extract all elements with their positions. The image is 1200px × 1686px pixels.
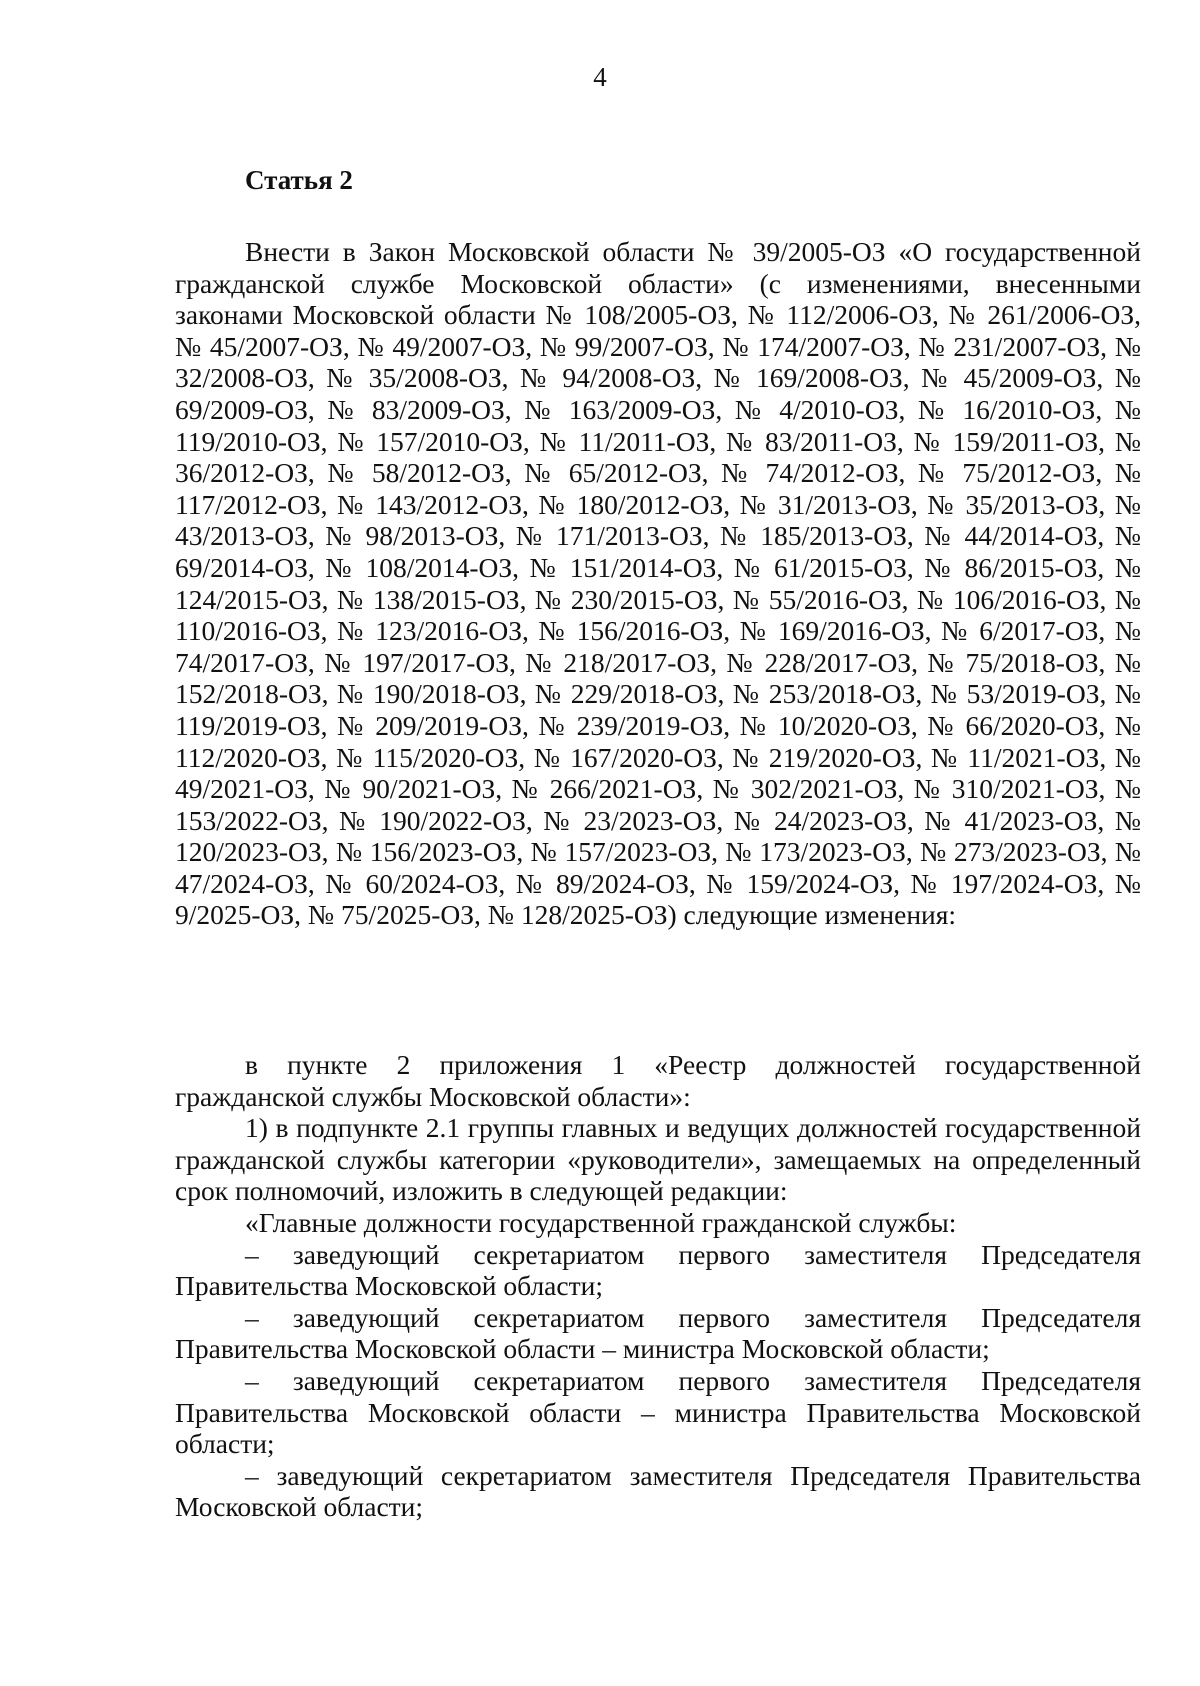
clause-intro: в пункте 2 приложения 1 «Реестр должностей государственной гражданской службы Московской области»: — [175, 1049, 1141, 1112]
list-item: – заведующий секретариатом первого заместителя Председателя Правительства Московской области; — [175, 1238, 1141, 1302]
list-item: – заведующий секретариатом первого заместителя Председателя Правительства Московской области – министра Правительства Московской области; — [175, 1364, 1141, 1460]
intro-paragraph: Внести в Закон Московской области № 39/2005-ОЗ «О государственной гражданской службе Московской области» (с изменениями, внесенными законами Московской области № 108/2005-ОЗ, № 112/2006-ОЗ, № 261/2006-ОЗ, № 45/2007-ОЗ, № 49/2007-ОЗ, № 99/2007-ОЗ, № 174/2007-ОЗ, № 231/2007-ОЗ, № 32/2008-ОЗ, № 35/2008-ОЗ, № 94/2008-ОЗ, № 169/2008-ОЗ, № 45/2009-ОЗ, № 69/2009-ОЗ, № 83/2009-ОЗ, № 163/2009-ОЗ, № 4/2010-ОЗ, № 16/2010-ОЗ, № 119/2010-ОЗ, № 157/2010-ОЗ, № 11/2011-ОЗ, № 83/2011-ОЗ, № 159/2011-ОЗ, № 36/2012-ОЗ, № 58/2012-ОЗ, № 65/2012-ОЗ, № 74/2012-ОЗ, № 75/2012-ОЗ, № 117/2012-ОЗ, № 143/2012-ОЗ, № 180/2012-ОЗ, № 31/2013-ОЗ, № 35/2013-ОЗ, № 43/2013-ОЗ, № 98/2013-ОЗ, № 171/2013-ОЗ, № 185/2013-ОЗ, № 44/2014-ОЗ, № 69/2014-ОЗ, № 108/2014-ОЗ, № 151/2014-ОЗ, № 61/2015-ОЗ, № 86/2015-ОЗ, № 124/2015-ОЗ, № 138/2015-ОЗ, № 230/2015-ОЗ, № 55/2016-ОЗ, № 106/2016-ОЗ, № 110/2016-ОЗ, № 123/2016-ОЗ, № 156/2016-ОЗ, № 169/2016-ОЗ, № 6/2017-ОЗ, № 74/2017-ОЗ, № 197/2017-ОЗ, № 218/2017-ОЗ, № 228/2017-ОЗ, № 75/2018-ОЗ, № 152/2018-ОЗ, № 190/2018-ОЗ, № 229/2018-ОЗ, № 253/2018-ОЗ, № 53/2019-ОЗ, № 119/2019-ОЗ, № 209/2019-ОЗ, № 239/2019-ОЗ, № 10/2020-ОЗ, № 66/2020-ОЗ, № 112/2020-ОЗ, № 115/2020-ОЗ, № 167/2020-ОЗ, № 219/2020-ОЗ, № 11/2021-ОЗ, № 49/2021-ОЗ, № 90/2021-ОЗ, № 266/2021-ОЗ, № 302/2021-ОЗ, № 310/2021-ОЗ, № 153/2022-ОЗ, № 190/2022-ОЗ, № 23/2023-ОЗ, № 24/2023-ОЗ, № 41/2023-ОЗ, № 120/2023-ОЗ, № 156/2023-ОЗ, № 157/2023-ОЗ, № 173/2023-ОЗ, № 273/2023-ОЗ, № 47/2024-ОЗ, № 60/2024-ОЗ, № 89/2024-ОЗ, № 159/2024-ОЗ, № 197/2024-ОЗ, № 9/2025-ОЗ, № 75/2025-ОЗ, № 128/2025-ОЗ) следующие изменения: — [175, 236, 1141, 931]
group-heading: «Главные должности государственной гражданской службы: — [245, 1206, 957, 1238]
article-heading: Статья 2 — [245, 165, 353, 195]
list-item: – заведующий секретариатом заместителя Председателя Правительства Московской области; — [175, 1459, 1141, 1523]
list-item: – заведующий секретариатом первого заместителя Председателя Правительства Московской области – министра Московской области; — [175, 1301, 1141, 1365]
item-1: 1) в подпункте 2.1 группы главных и ведущих должностей государственной гражданской службы категории «руководители», замещаемых на определенный срок полномочий, изложить в следующей редакции: — [175, 1112, 1141, 1207]
page-number: 4 — [593, 62, 607, 92]
intro-section — [175, 236, 1141, 931]
amendments-section — [175, 1049, 1141, 1523]
